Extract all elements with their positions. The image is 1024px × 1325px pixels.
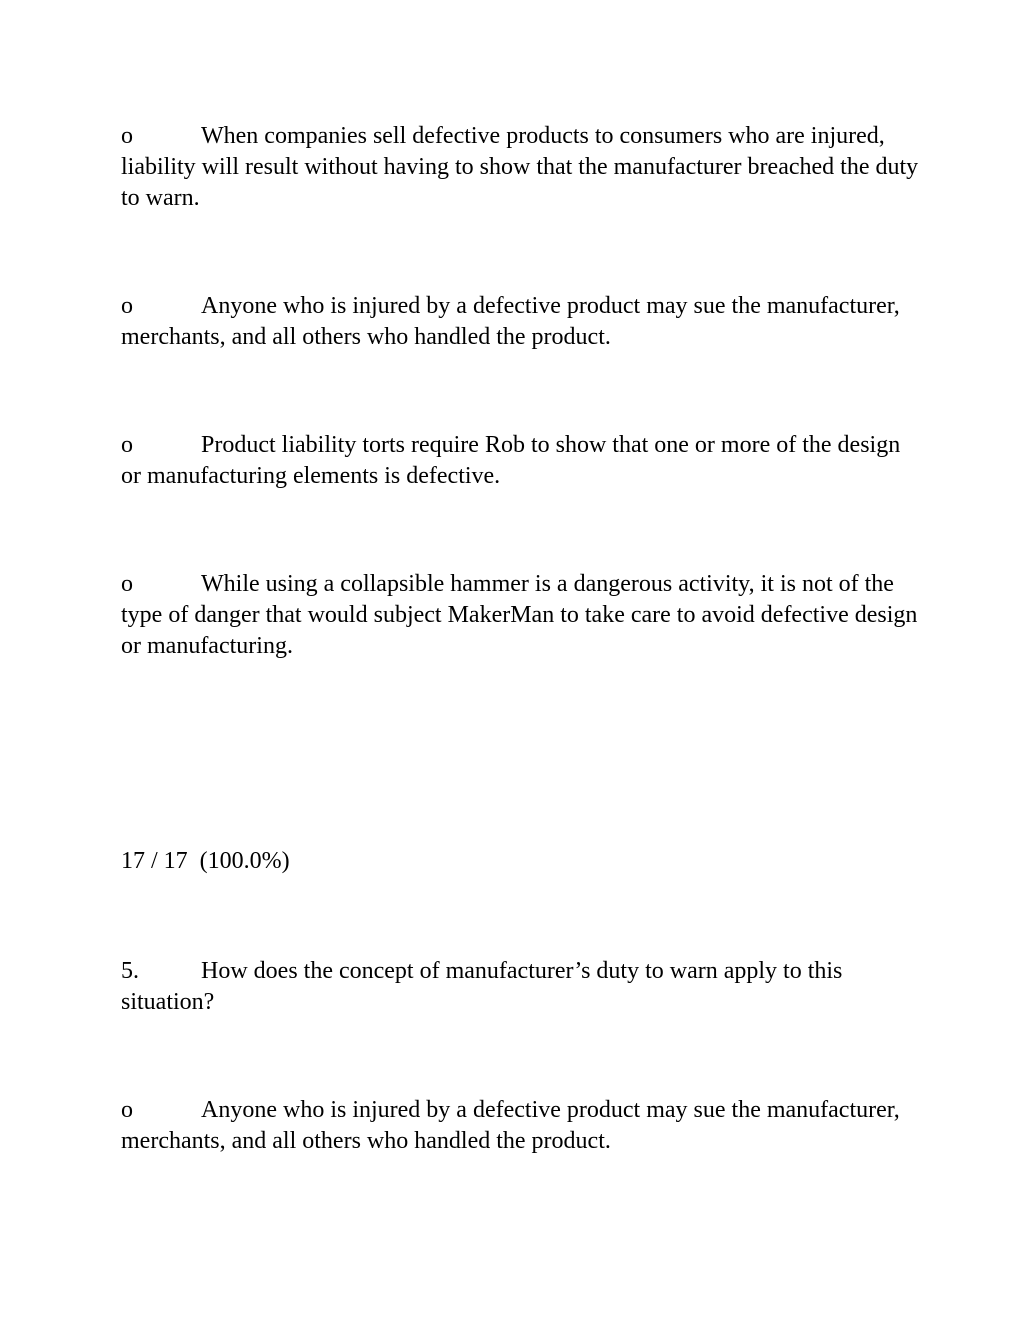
answer-option bbox=[121, 291, 921, 353]
question-number: 5. bbox=[121, 958, 139, 984]
bullet-marker: o bbox=[121, 432, 133, 458]
question bbox=[121, 956, 921, 1018]
answer-option-text: Product liability torts require Rob to show that one or more of the design or manufacturing elements is defective. bbox=[121, 432, 901, 489]
bullet-marker: o bbox=[121, 293, 133, 319]
answer-option bbox=[121, 121, 921, 214]
answer-option-text: When companies sell defective products to consumers who are injured, liability will result without having to show that the manufacturer breached the duty to warn. bbox=[121, 123, 919, 211]
answer-option-text: While using a collapsible hammer is a dangerous activity, it is not of the type of danger that would subject MakerMan to take care to avoid defective design or manufacturing. bbox=[121, 571, 918, 659]
answer-option bbox=[121, 569, 921, 662]
selected-answer bbox=[121, 1095, 921, 1157]
answer-option bbox=[121, 430, 921, 492]
question-text: How does the concept of manufacturer’s duty to warn apply to this situation? bbox=[121, 958, 843, 1015]
score-text: 17 / 17 (100.0%) bbox=[121, 848, 290, 874]
bullet-marker: o bbox=[121, 571, 133, 597]
bullet-marker: o bbox=[121, 123, 133, 149]
selected-answer-text: Anyone who is injured by a defective product may sue the manufacturer, merchants, and all others who handled the product. bbox=[121, 1097, 900, 1154]
bullet-marker: o bbox=[121, 1097, 133, 1123]
answer-option-text: Anyone who is injured by a defective product may sue the manufacturer, merchants, and all others who handled the product. bbox=[121, 293, 900, 350]
